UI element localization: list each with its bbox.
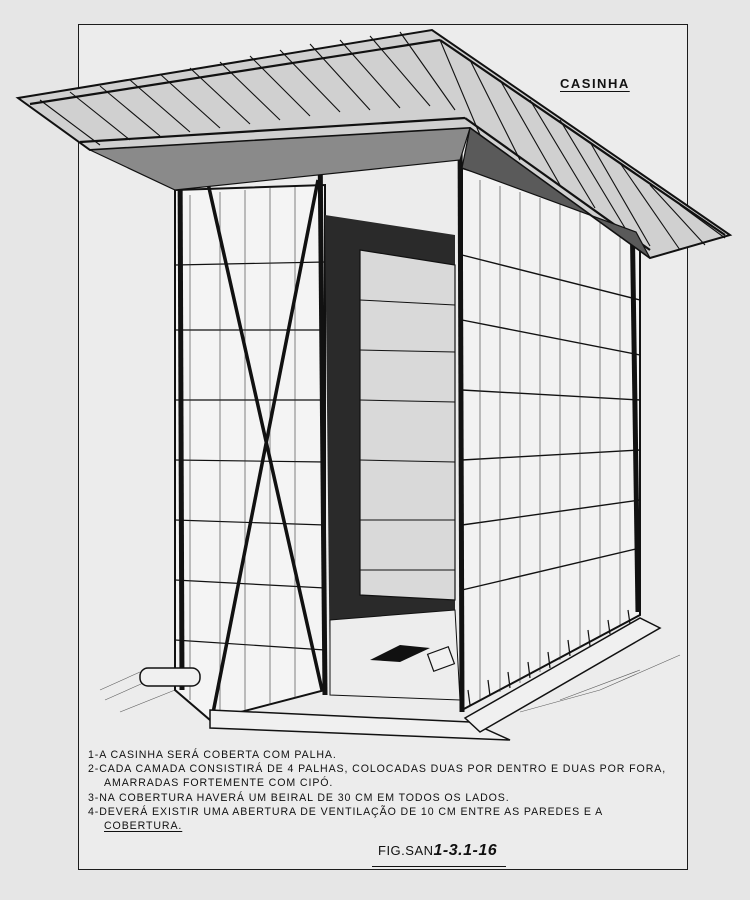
- note-2-continuation: AMARRADAS FORTEMENTE COM CIPÓ.: [104, 777, 334, 790]
- figure-prefix: FIG.SAN: [378, 843, 434, 858]
- page-title: CASINHA: [560, 76, 630, 91]
- note-4: 4-DEVERÁ EXISTIR UMA ABERTURA DE VENTILAÇÃO DE 10 CM ENTRE AS PAREDES E A: [88, 805, 604, 818]
- note-4-continuation: COBERTURA.: [104, 820, 183, 833]
- construction-notes: [88, 748, 688, 833]
- note-2: 2-CADA CAMADA CONSISTIRÁ DE 4 PALHAS, COLOCADAS DUAS POR DENTRO E DUAS POR FORA,: [88, 763, 667, 776]
- note-3: 3-NA COBERTURA HAVERÁ UM BEIRAL DE 30 CM EM TODOS OS LADOS.: [88, 791, 510, 804]
- figure-label: [378, 842, 497, 860]
- right-wall: [462, 168, 640, 710]
- door-opening: [325, 215, 460, 700]
- note-1: 1-A CASINHA SERÁ COBERTA COM PALHA.: [88, 749, 337, 761]
- figure-underline: [372, 866, 506, 867]
- figure-number: 1-3.1-16: [433, 842, 498, 859]
